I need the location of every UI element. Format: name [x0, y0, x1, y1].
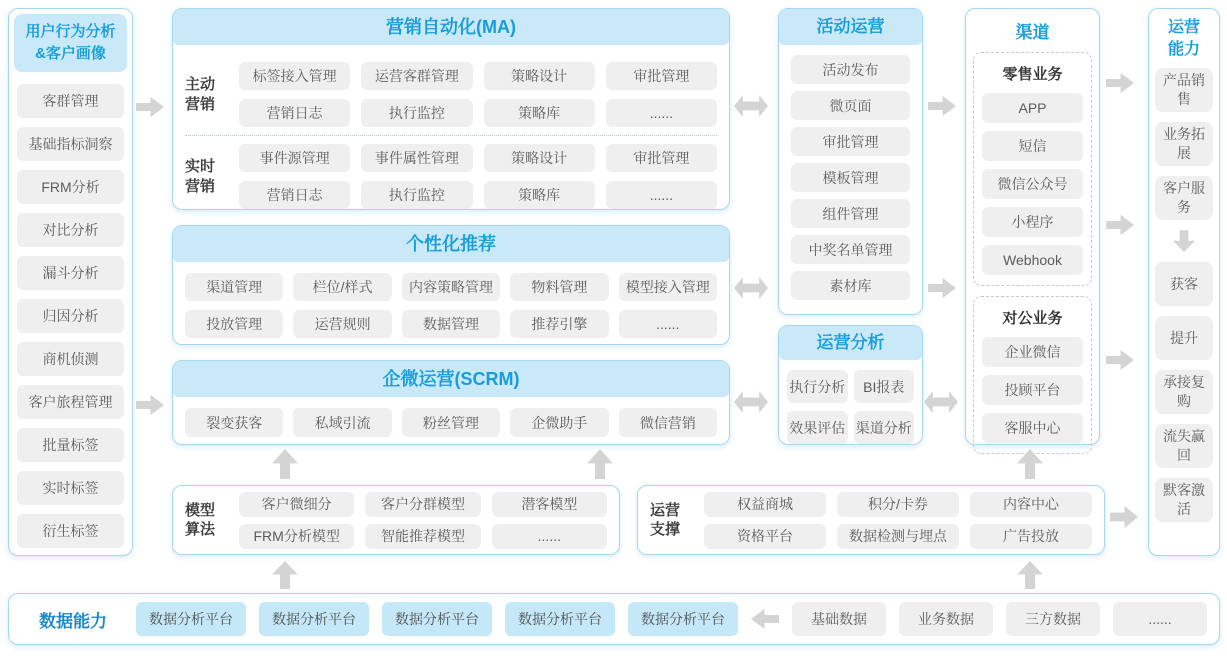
- arrow-channel-to-capability-icon: [1106, 349, 1134, 371]
- support-item: 权益商城: [704, 492, 826, 517]
- arrow-model-to-scrm-icon: [586, 449, 614, 479]
- support-item: 内容中心: [970, 492, 1092, 517]
- user-behavior-items: [9, 77, 132, 548]
- data-platform-item: 数据分析平台: [382, 602, 492, 636]
- label-line: 运营: [650, 501, 681, 519]
- arrow-activity-to-channel-icon: [928, 95, 956, 117]
- arrow-channel-to-capability-icon: [1106, 214, 1134, 236]
- sidebar-item: 归因分析: [17, 299, 124, 333]
- scrm-item: 私域引流: [293, 408, 391, 437]
- support-item: 积分/卡券: [837, 492, 959, 517]
- recommendation-grid: [173, 262, 729, 349]
- arrow-data-to-model-icon: [271, 561, 299, 589]
- recommend-item-ellipsis: ......: [619, 310, 717, 338]
- ma-item-ellipsis: ......: [606, 99, 717, 127]
- ma-item: 事件属性管理: [361, 144, 472, 172]
- scrm-panel-title: 企微运营(SCRM): [173, 361, 729, 397]
- capability-item: 获客: [1155, 262, 1213, 306]
- recommend-item: 物料管理: [510, 273, 608, 301]
- ma-group-realtime: [185, 135, 717, 217]
- capability-title-line2: 能力: [1167, 40, 1200, 58]
- arrow-channel-to-capability-icon: [1106, 72, 1134, 94]
- model-item: 智能推荐模型: [365, 524, 480, 549]
- support-panel-label: [650, 501, 692, 540]
- label-line: 支撑: [650, 521, 681, 538]
- data-platform-item: 数据分析平台: [259, 602, 369, 636]
- ma-group-active: [185, 54, 717, 135]
- ma-group-active-grid: [239, 62, 717, 127]
- ma-item: 审批管理: [606, 144, 717, 172]
- capability-item: 流失赢回: [1155, 424, 1213, 468]
- arrow-left-icon: [751, 608, 779, 630]
- ma-group-realtime-grid: [239, 144, 717, 209]
- channel-retail-group: [973, 52, 1092, 286]
- arrow-data-to-support-icon: [1016, 561, 1044, 589]
- sidebar-item: 基础指标洞察: [17, 127, 124, 161]
- arrow-recommend-activity-icon: [734, 276, 768, 300]
- arrow-down-icon: [1172, 230, 1196, 252]
- model-item-ellipsis: ......: [492, 524, 607, 549]
- activity-item: 审批管理: [791, 127, 910, 156]
- channel-panel-title: 渠道: [1015, 23, 1050, 42]
- recommendation-panel-title: 个性化推荐: [173, 226, 729, 262]
- sidebar-item: 对比分析: [17, 213, 124, 247]
- sidebar-item: 商机侦测: [17, 342, 124, 376]
- recommend-item: 运营规则: [293, 310, 391, 338]
- arrow-sidebar-to-ma-icon: [136, 96, 164, 118]
- sidebar-item: 客群管理: [17, 84, 124, 118]
- user-behavior-title-line2: &客户画像: [35, 44, 106, 62]
- capability-item: 客户服务: [1155, 176, 1213, 220]
- personalized-recommendation-panel: [172, 225, 730, 345]
- sidebar-item: 衍生标签: [17, 514, 124, 548]
- data-platform-item: 数据分析平台: [136, 602, 246, 636]
- channel-item: APP: [982, 93, 1083, 123]
- model-grid: [239, 492, 607, 549]
- model-item: FRM分析模型: [239, 524, 354, 549]
- data-source-item: 基础数据: [792, 602, 886, 636]
- ma-item: 运营客群管理: [361, 62, 472, 90]
- model-algorithm-panel: [172, 485, 620, 555]
- ma-panel-title: 营销自动化(MA): [173, 9, 729, 45]
- ma-panel-body: [173, 45, 729, 217]
- channel-panel: [965, 8, 1100, 445]
- ma-item: 营销日志: [239, 99, 350, 127]
- arrow-sidebar-to-scrm-icon: [136, 394, 164, 416]
- data-capability-label: 数据能力: [39, 611, 107, 631]
- capability-item: 提升: [1155, 316, 1213, 360]
- model-item: 潜客模型: [492, 492, 607, 517]
- label-line: 实时: [185, 158, 216, 175]
- ma-item: 执行监控: [361, 181, 472, 209]
- label-line: 算法: [185, 521, 216, 538]
- support-item: 广告投放: [970, 524, 1092, 549]
- data-capability-bar: [8, 593, 1220, 645]
- user-behavior-panel-title: [14, 14, 127, 72]
- channel-item: 投顾平台: [982, 375, 1083, 405]
- data-platform-item: 数据分析平台: [628, 602, 738, 636]
- activity-items: [779, 45, 922, 310]
- ma-group-active-label: [185, 75, 227, 114]
- recommend-item: 栏位/样式: [293, 273, 391, 301]
- data-source-item: 业务数据: [899, 602, 993, 636]
- ma-item-ellipsis: ......: [606, 181, 717, 209]
- recommend-item: 渠道管理: [185, 273, 283, 301]
- operation-support-panel: [637, 485, 1105, 555]
- recommend-item: 模型接入管理: [619, 273, 717, 301]
- channel-corporate-label: 对公业务: [1002, 310, 1063, 327]
- recommend-item: 投放管理: [185, 310, 283, 338]
- activity-operation-panel: [778, 8, 923, 315]
- ma-group-realtime-label: [185, 157, 227, 196]
- user-behavior-title-line1: 用户行为分析: [25, 23, 116, 40]
- recommend-item: 数据管理: [402, 310, 500, 338]
- capability-items: [1149, 66, 1219, 524]
- activity-item: 活动发布: [791, 55, 910, 84]
- ma-item: 策略设计: [484, 62, 595, 90]
- sidebar-item: 客户旅程管理: [17, 385, 124, 419]
- ma-item: 策略库: [484, 181, 595, 209]
- recommend-item: 推荐引擎: [510, 310, 608, 338]
- channel-item: 客服中心: [982, 413, 1083, 443]
- support-item: 数据检测与埋点: [837, 524, 959, 549]
- recommend-item: 内容策略管理: [402, 273, 500, 301]
- capability-item: 承接复购: [1155, 370, 1213, 414]
- arrow-analysis-channel-icon: [924, 390, 958, 414]
- data-source-item: 三方数据: [1006, 602, 1100, 636]
- label-line: 营销: [185, 177, 216, 195]
- scrm-item: 微信营销: [619, 408, 717, 437]
- analysis-panel-title: 运营分析: [779, 326, 922, 360]
- capability-panel-title: [1149, 9, 1219, 66]
- scrm-items: [173, 397, 729, 448]
- model-panel-label: [185, 501, 227, 540]
- model-item: 客户微细分: [239, 492, 354, 517]
- capability-item: 默客激活: [1155, 478, 1213, 522]
- arrow-activity-to-channel-icon: [928, 277, 956, 299]
- capability-item: 产品销售: [1155, 68, 1213, 112]
- data-source-item-ellipsis: ......: [1113, 602, 1207, 636]
- analysis-item: BI报表: [854, 370, 915, 403]
- sidebar-item: 批量标签: [17, 428, 124, 462]
- channel-item: Webhook: [982, 245, 1083, 275]
- arrow-model-to-scrm-icon: [271, 449, 299, 479]
- capability-title-line1: 运营: [1167, 19, 1200, 36]
- ma-item: 审批管理: [606, 62, 717, 90]
- channel-item: 企业微信: [982, 337, 1083, 367]
- ma-item: 执行监控: [361, 99, 472, 127]
- channel-item: 微信公众号: [982, 169, 1083, 199]
- support-item: 资格平台: [704, 524, 826, 549]
- analysis-item: 执行分析: [787, 370, 848, 403]
- label-line: 主动: [185, 76, 216, 93]
- support-grid: [704, 492, 1092, 549]
- label-line: 营销: [185, 95, 216, 113]
- analysis-item: 效果评估: [787, 411, 848, 444]
- operation-capability-panel: [1148, 8, 1220, 556]
- channel-corporate-group: [973, 296, 1092, 454]
- sidebar-item: 漏斗分析: [17, 256, 124, 290]
- activity-item: 中奖名单管理: [791, 235, 910, 264]
- arrow-ma-activity-icon: [734, 94, 768, 118]
- ma-item: 策略库: [484, 99, 595, 127]
- ma-item: 事件源管理: [239, 144, 350, 172]
- activity-item: 素材库: [791, 271, 910, 300]
- channel-retail-label: 零售业务: [1002, 66, 1063, 83]
- capability-item: 业务拓展: [1155, 122, 1213, 166]
- ma-item: 策略设计: [484, 144, 595, 172]
- channel-item: 小程序: [982, 207, 1083, 237]
- marketing-automation-panel: [172, 8, 730, 210]
- sidebar-item: FRM分析: [17, 170, 124, 204]
- ma-item: 标签接入管理: [239, 62, 350, 90]
- analysis-items: [779, 360, 922, 454]
- label-line: 模型: [185, 501, 216, 519]
- user-behavior-panel: [8, 8, 133, 556]
- activity-item: 微页面: [791, 91, 910, 120]
- channel-item: 短信: [982, 131, 1083, 161]
- activity-item: 模板管理: [791, 163, 910, 192]
- activity-panel-title: 活动运营: [779, 9, 922, 45]
- operation-analysis-panel: [778, 325, 923, 445]
- scrm-item: 粉丝管理: [402, 408, 500, 437]
- model-item: 客户分群模型: [365, 492, 480, 517]
- activity-item: 组件管理: [791, 199, 910, 228]
- ma-item: 营销日志: [239, 181, 350, 209]
- scrm-item: 裂变获客: [185, 408, 283, 437]
- data-platform-item: 数据分析平台: [505, 602, 615, 636]
- arrow-support-to-capability-icon: [1110, 505, 1138, 529]
- scrm-item: 企微助手: [510, 408, 608, 437]
- arrow-scrm-analysis-icon: [734, 390, 768, 414]
- scrm-panel: [172, 360, 730, 445]
- analysis-item: 渠道分析: [854, 411, 915, 444]
- sidebar-item: 实时标签: [17, 471, 124, 505]
